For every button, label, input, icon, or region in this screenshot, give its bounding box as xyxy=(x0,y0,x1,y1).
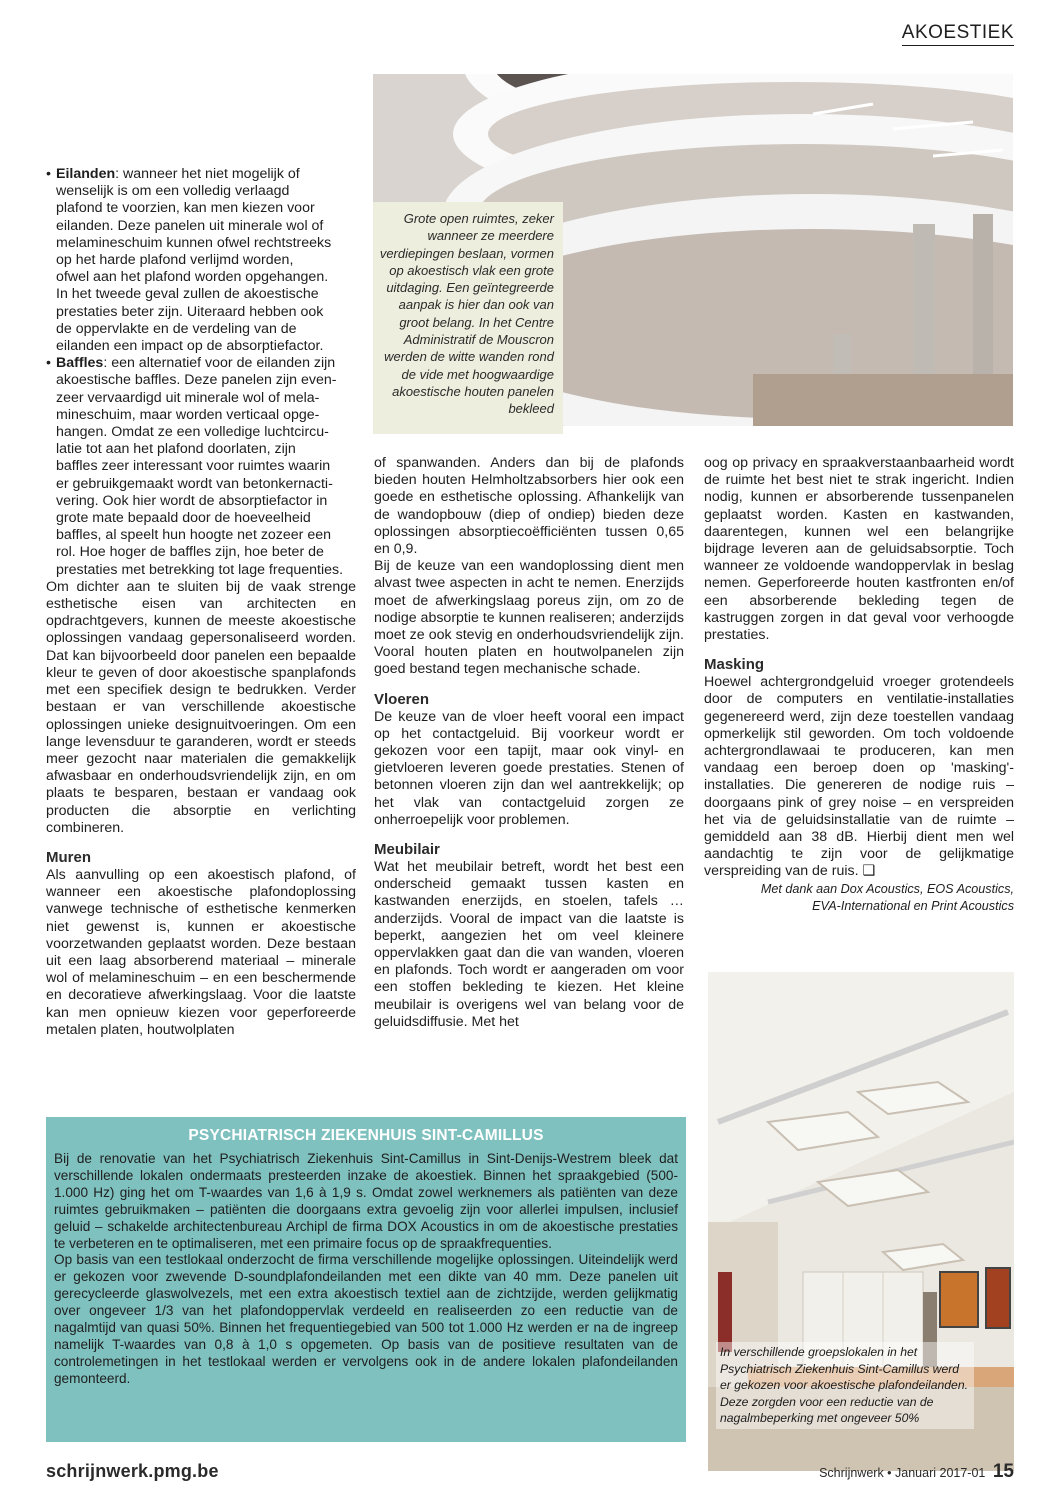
column-3 xyxy=(704,455,1014,915)
paragraph: Bij de keuze van een wandoplossing dient men alvast twee aspecten in acht te nemen. Enerzijds moet de afwerkingslaag poreus zijn, om zo de nodige absorptie te kunnen realiseren; anderzijds moet ze ook stevig en onderhoudsvriendelijk zijn. Vooral houten platen en houtwolpanelen zijn goed bestand tegen mechanische schade. xyxy=(374,558,684,678)
paragraph: Om dichter aan te sluiten bij de vaak strenge esthetische eisen van architecten en opdrachtgevers, kunnen de meeste akoestische oplossingen vandaag gepersonaliseerd worden. Dat kan bijvoorbeeld door panelen een bepaalde kleur te geven of door akoestische spanplafonds met een specifiek design te bedrukken. Verder bestaan er van verschillende akoestische oplossingen unieke designuitvoeringen. Om een lange levensduur te garanderen, wordt er steeds meer gezocht naar materialen die gemakkelijk afwasbaar en onderhoudsvriendelijk zijn, en om plaats te besparen, bestaan er vandaag ook producten die absorptie en verlichting combineren. xyxy=(46,578,356,836)
case-study-title: PSYCHIATRISCH ZIEKENHUIS SINT-CAMILLUS xyxy=(188,1127,544,1144)
acknowledgements xyxy=(704,881,1014,915)
bullet-text: : een alternatief voor de eilanden zijn akoestische baffles. Deze panelen zijn even- zeer vervaardigd uit minerale wol of mela- mineschuim, maar worden verticaal opge- hangen. Omdat ze een volledige luchtcircu- latie tot aan het plafond doorlaten, zijn baffles zeer interessant voor ruimtes waarin er gebruikgemaakt wordt van betonkernacti- vering. Ook hier wordt de absorptiefactor in grote mate bepaald door de hoeveelheid baffles, al speelt hun hoogte net zozeer een rol. Hoe hoger de baffles zijn, hoe beter de prestaties met betrekking tot lage frequenties. xyxy=(56,355,344,578)
section-label: AKOESTIEK xyxy=(902,22,1014,46)
paragraph: Wat het meubilair betreft, wordt het best een onderscheid gemaakt tussen kasten en kastwanden enerzijds, en stoelen, tafels … anderzijds. Vooral de impact van die laatste is beperkt, aangezien het om veel kleinere oppervlakken gaat dan die van wanden, vloeren en plafonds. Toch wordt er aangeraden om voor een stoffen bekleding te kiezen. Het kleine meubilair is overigens wel van belang voor de geluidsdiffusie. Met het xyxy=(374,859,684,1030)
bullet-dot: • xyxy=(46,355,51,372)
paragraph: of spanwanden. Anders dan bij de plafonds bieden houten Helmholtzabsorbers hier ook een goede en esthetische oplossing. Afhankelijk van de wandopbouw (diep of ondiep) bieden deze oplossingen absorptiecoëfficiënten tussen 0,65 en 0,9. xyxy=(374,455,684,558)
heading-masking: Masking xyxy=(704,656,765,674)
footer-publication xyxy=(819,1461,1014,1483)
heading-vloeren: Vloeren xyxy=(374,690,430,708)
bullet-term: Baffles xyxy=(56,355,104,372)
bullet-text: : wanneer het niet mogelijk of wenselijk is om een volledig verlaagd plafond te voorzien, kan men kiezen voor eilanden. Deze panelen uit minerale wol of melamineschuim kunnen ofwel rechtstreeks op het harde plafond verlijmd worden, ofwel aan het plafond worden opgehangen. In het tweede geval zullen de akoestische prestaties beter zijn. Uiteraard hebben ook de oppervlakte en de verdeling van de eilanden een impact op de absorptiefactor. xyxy=(56,166,332,355)
column-2 xyxy=(374,455,684,1031)
magazine-issue: Schrijnwerk • Januari 2017-01 xyxy=(819,1466,986,1480)
bullet-dot: • xyxy=(46,166,51,182)
office-photo-caption: In verschillende groepslokalen in het Psychiatrisch Ziekenhuis Sint-Camillus werd er gekozen voor akoestische plafondeilanden. Deze zorgden voor een reductie van de nagalmbeperking met ongeveer 50% xyxy=(716,1342,974,1429)
bullet-baffles xyxy=(46,355,356,579)
thanks-line: EVA-International en Print Acoustics xyxy=(812,898,1014,913)
paragraph-text: Hoewel achtergrondgeluid vroeger grotendeels door de computers en ventilatie-installaties gegenereerd werd, zijn deze toestellen vandaag opmerkelijk stil geworden. Om toch voldoende achtergrondlawaai te produceren, kan men vandaag een beroep doen op 'masking'-installaties. Die genereren de nodige ruis – doorgaans pink of grey noise – en verspreiden het via de geluidsinstallatie van de ruimte – gemiddeld aan 38 dB. Hierbij dient men wel aandachtig te zijn voor de gelijkmatige verspreiding van de ruis. xyxy=(704,674,1014,880)
atrium-photo-caption: Grote open ruimtes, zeker wanneer ze meerdere verdiepingen beslaan, vormen op akoestisch vlak een grote uitdaging. Een geïntegreerde aanpak is hier dan ook van groot belang. In het Centre Administratif de Mouscron werden de witte wanden rond de vide met hoogwaardige akoestische houten panelen bekleed xyxy=(373,202,563,434)
end-mark: ❑ xyxy=(862,863,876,880)
paragraph: oog op privacy en spraakverstaanbaarheid wordt de ruimte het best niet te strak ingericht. Indien nodig, kunnen er absorberende tussenpanelen geplaatst worden. Kasten en kastwanden, daarentegen, kunnen wel een belangrijke bijdrage leveren aan de geluidsabsorptie. Toch wanneer ze voldoende wandoppervlak in beslag nemen. Geperforeerde houten kastfronten en/of een absorberende bekleding tegen de kastruggen zorgen in dat geval voor verhoogde prestaties. xyxy=(704,455,1014,644)
page-number: 15 xyxy=(992,1461,1014,1482)
paragraph-masking xyxy=(704,674,1014,880)
thanks-line: Met dank aan Dox Acoustics, EOS Acoustics, xyxy=(760,881,1014,896)
case-study-paragraph: Bij de renovatie van het Psychiatrisch Ziekenhuis Sint-Camillus in Sint-Denijs-Westrem bleek dat verschillende lokalen ondermaats presteerden inzake de akoestiek. Binnen het spraakgebied (500-1.000 Hz) ging het om T-waardes van 1,6 à 1,9 s. Omdat zowel werknemers als patiënten van deze ruimtes gebruikmaken – patiënten die doorgaans extra gevoelig zijn voor allerlei impulsen, inclusief geluid – schakelde architectenbureau Archipl de firma DOX Acoustics in om de akoestische prestaties te verbeteren en te optimaliseren, met een primaire focus op de spraakfrequenties. xyxy=(54,1151,678,1251)
case-study-paragraph: Op basis van een testlokaal onderzocht de firma verschillende mogelijke oplossingen. Uiteindelijk werd er gekozen voor zwevende D-soundplafondeilanden met een dikte van 40 mm. Deze panelen uit gerecycleerde glaswolvezels, met een extra akoestisch textiel aan de zichtzijde, werden gelijkmatig over ongeveer 1/3 van het plafondoppervlak verdeeld en realiseerden zo een reductie van de nagalmtijd van quasi 50%. Binnen het frequentiegebied van 500 tot 1.000 Hz werden er na de ingreep namelijk T-waardes van 0,8 à 1,0 s opgemeten. Op basis van de positieve resultaten van de controlemetingen in het testlokaal werden er vervolgens ook in de andere lokalen plafondeilanden gemonteerd. xyxy=(54,1252,678,1386)
heading-muren: Muren xyxy=(46,848,91,866)
paragraph: Als aanvulling op een akoestisch plafond, of wanneer een akoestische plafondoplossing vanwege technische of esthetische kenmerken niet gewenst is, kunnen er akoestische voorzetwanden geplaatst worden. Deze bestaan uit een laag absorberend materiaal – minerale wol of melamineschuim – en een beschermende en decoratieve afwerkingslaag. Voor die laatste kan men opnieuw kiezen voor geperforeerde metalen platen, houtwolplaten xyxy=(46,866,356,1038)
column-1 xyxy=(46,166,356,1039)
paragraph: De keuze van de vloer heeft vooral een impact op het contactgeluid. Bij voorkeur wordt er gekozen voor een tapijt, maar ook vinyl- en gietvloeren leveren goede prestaties. Stenen of betonnen vloeren zijn dan wel aantrekkelijk; op het vlak van contactgeluid zorgen ze onherroepelijk voor problemen. xyxy=(374,708,684,828)
bullet-term: Eilanden xyxy=(56,166,116,182)
bullet-eilanden xyxy=(46,166,356,355)
footer-website[interactable]: schrijnwerk.pmg.be xyxy=(46,1461,219,1481)
case-study-box xyxy=(46,1117,686,1442)
heading-meubilair: Meubilair xyxy=(374,841,440,859)
